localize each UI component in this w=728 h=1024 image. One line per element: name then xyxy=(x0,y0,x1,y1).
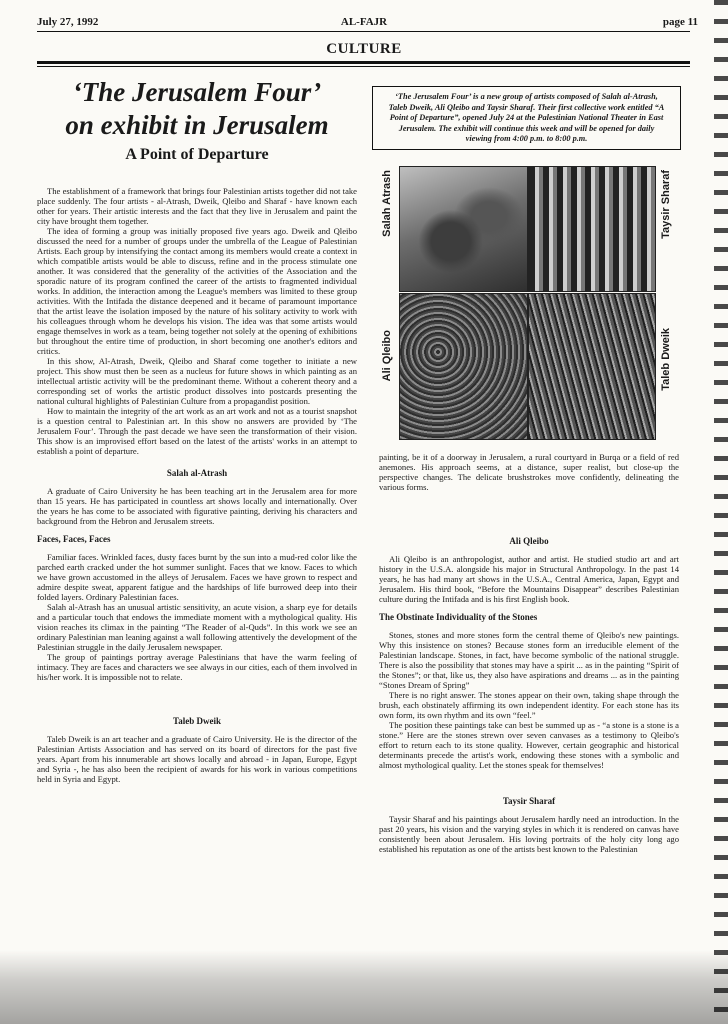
label-ali-qleibo: Ali Qleibo xyxy=(381,330,393,382)
headline-line-1: ‘The Jerusalem Four’ xyxy=(72,77,322,107)
page-number: page 11 xyxy=(662,16,698,28)
scan-shadow xyxy=(0,950,728,1024)
ali-paragraph: Stones, stones and more stones form the central theme of Qleibo's new paintings. Why this insistence on stones? Because stones form an irreducible element of the Palestinian landscape. Stones, in fact, have become symbolic of the national struggle. There is also the possibility that stones may have a spirit ... as in the painting “Spirit of the Stones”; or that, like us, they also have aspirations and dreams ... as in the painting “Stones Dream of Spring” xyxy=(379,630,679,690)
salah-heading: Salah al-Atrash xyxy=(166,468,228,478)
right-column xyxy=(379,452,679,854)
salah-paragraph: Familiar faces. Wrinkled faces, dusty faces burnt by the sun into a mud-red color like the parched earth cracked under the hot summer sunlight. Faces that we know. Faces to which we have grown accustomed in the alleys of Jerusalem. Faces we have grown to respect and admire despite sweat, apparent fatigue and the hardships of life burrowed deep into their folded layers. Ordinary Palestinian faces. xyxy=(37,552,357,602)
header-rule xyxy=(37,31,690,32)
taysir-sharaf-painting xyxy=(528,166,656,292)
section-rule xyxy=(37,61,690,64)
intro-paragraph: The establishment of a framework that brings four Palestinian artists together did not take place suddenly. The four artists - al-Atrash, Dweik, Qleibo and Sharaf - have known each other for years. Their artistic interests and the fact that they live in Jerusalem and paint the city have brought them together. xyxy=(37,186,357,226)
taleb-bio: Taleb Dweik is an art teacher and a graduate of Cairo University. He is the director of the Palestinian Artists Association and has served on its board of directors for the past five years. Apart from his innumerable art shows locally and abroad - in Japan, Europe, Egypt and Syria -, he has also been the recipient of awards for his work in various competitions held in Syria and Egypt. xyxy=(37,734,357,784)
artwork-gallery xyxy=(375,160,681,445)
section-title: CULTURE xyxy=(326,41,402,57)
salah-paragraph: Salah al-Atrash has an unusual artistic sensitivity, an acute vision, a sharp eye for details and a particular touch that endows the immediate moment with a mythological quality. His vision reaches its climax in the painting “The Reader of al-Quds”. In this work we see an ordinary Palestinian man leaning against a wall following attentively the development of the Palestinian struggle in the daily Jerusalem newspaper. xyxy=(37,602,357,652)
continued-paragraph: painting, be it of a doorway in Jerusalem, a rural courtyard in Burqa or a field of red anemones. His approach seems, at a distance, super realist, but close-up the perspective changes. The delicate brushstrokes move confidently, delineating the various forms. xyxy=(379,452,679,492)
subheadline: A Point of Departure xyxy=(125,146,269,163)
left-column xyxy=(37,186,357,784)
intro-paragraph: The idea of forming a group was initially proposed five years ago. Dweik and Qleibo discussed the need for a number of groups under the umbrella of the League of Palestinian Artists. Each group by intensifying the contact among its members would create a context in which compatible artists would be able to discuss, refine and in the process stimulate one another. It was considered that the generality of the activities of the Association and the sporadic nature of its program confined the career of the artists to fragmented individual works. In addition, the interaction among the League's members was limited to these group activities. With the Intifada the distance deepened and it became of paramount importance that the artist leave the isolation imposed by the nature of his solitary activity to work with his colleagues through whom he develops his vision. The idea was that some artists would engage themselves in work as a team, being together not solely at the opening of exhibitions but throughout the entire time of production, in short becoming one another's editors and critics. xyxy=(37,226,357,356)
intro-paragraph: In this show, Al-Atrash, Dweik, Qleibo and Sharaf come together to initiate a new project. This show must then be seen as a nucleus for future shows in which painting as an intellectual artistic activity will be the predominant theme. Without a coherent theory and a corresponding set of works the artistic product dissolves into postcards presenting the national cultural highlights of Palestinian Culture from a propagandist position. xyxy=(37,356,357,406)
taleb-heading: Taleb Dweik xyxy=(173,716,221,726)
ali-heading: Ali Qleibo xyxy=(509,536,549,546)
ali-bio: Ali Qleibo is an anthropologist, author and artist. He studied studio art and art history in the U.S.A. alongside his major in Structural Anthropology. In the past 14 years, he has had many art shows in the U.S.A., Central America, Japan, Egypt and Jerusalem. His third book, “Before the Mountains Disappear” describes Palestinian culture during the Intifada and is his first English book. xyxy=(379,554,679,604)
publication-name: AL-FAJR xyxy=(340,16,388,28)
headline-line-2: on exhibit in Jerusalem xyxy=(65,110,329,140)
issue-date: July 27, 1992 xyxy=(37,16,99,28)
binding-holes xyxy=(714,0,728,1024)
taleb-dweik-painting xyxy=(528,293,656,440)
ali-qleibo-painting xyxy=(399,293,528,440)
exhibit-info-box: ‘The Jerusalem Four’ is a new group of artists composed of Salah al-Atrash, Taleb Dweik, Ali Qleibo and Taysir Sharaf. Their first collective work entitled “A Point of Departure”, opened July 24 at the Palestinian National Theater in East Jerusalem. The exhibit will continue this week and will be opened for daily viewing from 4:00 p.m. to 8:00 p.m. xyxy=(372,86,681,150)
intro-paragraph: How to maintain the integrity of the art work as an art work and not as a tourist snapshot is a question central to Palestinian art. In this show no answers are provided by ‘The Jerusalem Four’. Through the past decade we have seen the transformation of their vision. This show is an improvised effort based on the latest of the artists' works in an attempt to establish a point of departure. xyxy=(37,406,357,456)
label-salah-atrash: Salah Atrash xyxy=(381,170,393,237)
ali-subheading: The Obstinate Individuality of the Stones xyxy=(379,612,538,622)
ali-paragraph: The position these paintings take can best be summed up as - “a stone is a stone is a stone.” Here are the stones strewn over seven canvases as a testimony to Qleibo's effort to return each to its stone quality. However, certain geographic and historical determinants precede the artist's work, endowing these stones with a symbolic and almost mythological quality. Let the stones speak for themselves! xyxy=(379,720,679,770)
taysir-bio: Taysir Sharaf and his paintings about Jerusalem hardly need an introduction. In the past 20 years, his vision and the varying styles in which it is rendered on canvas have consistently been about Jerusalem. His loving portraits of the holy city long ago established his reputation as one of the artists best known to the Palestinian xyxy=(379,814,679,854)
salah-paragraph: The group of paintings portray average Palestinians that have the warm feeling of intimacy. They are faces and characters we see always in our cities, each of them involved in his/her work. It is impossible not to relate. xyxy=(37,652,357,682)
headline xyxy=(37,76,357,142)
label-taleb-dweik: Taleb Dweik xyxy=(660,328,672,391)
label-taysir-sharaf: Taysir Sharaf xyxy=(660,170,672,239)
ali-paragraph: There is no right answer. The stones appear on their own, taking shape through the brush, each obstinately affirming its own independent identity. For each stone has its own form, its own rhythm and its own “feel.” xyxy=(379,690,679,720)
salah-atrash-painting xyxy=(399,166,528,292)
section-rule-thin xyxy=(37,66,690,67)
taysir-heading: Taysir Sharaf xyxy=(502,796,556,806)
salah-subheading: Faces, Faces, Faces xyxy=(37,534,111,544)
salah-bio: A graduate of Cairo University he has been teaching art in the Jerusalem area for more than 15 years. He has participated in countless art shows locally and internationally. Over the years he has come to be associated with figurative painting, deriving his characters and background from the Hebron and Jerusalem streets. xyxy=(37,486,357,526)
